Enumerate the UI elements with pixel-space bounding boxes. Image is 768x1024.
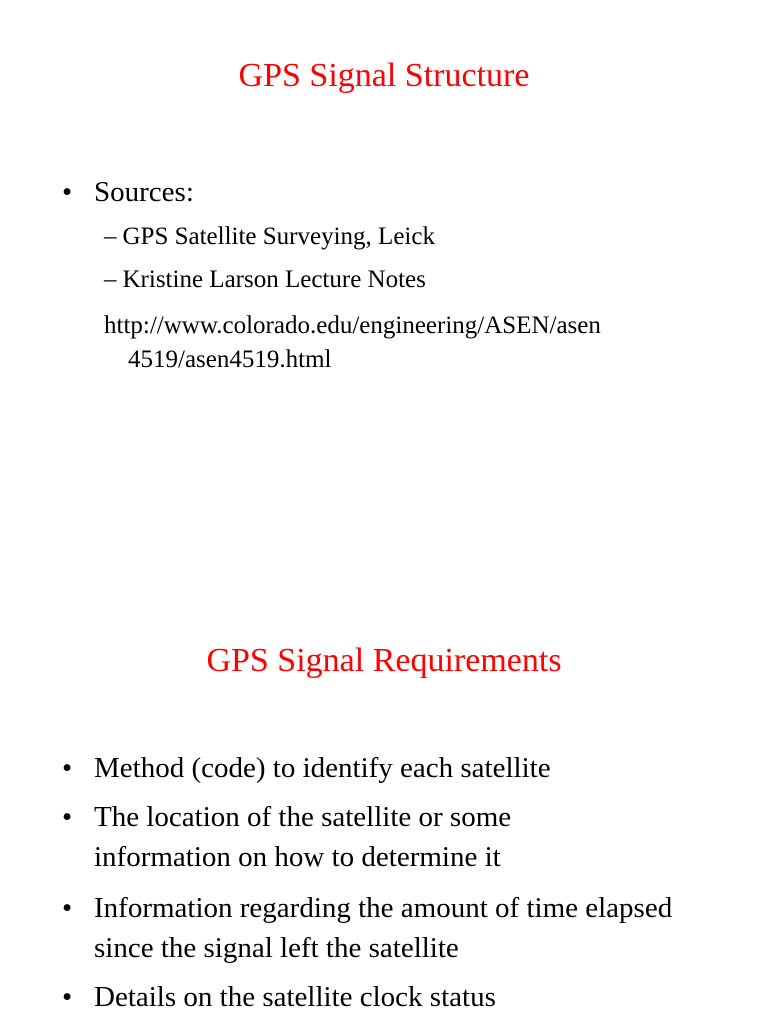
bullet-item <box>62 888 702 968</box>
bullet-dot-icon: • <box>62 752 73 784</box>
bullet-item <box>62 748 742 788</box>
bullet-item <box>62 977 742 1017</box>
slide-title: GPS Signal Structure <box>238 57 530 94</box>
url-line-1: http://www.colorado.edu/engineering/ASEN/asen <box>104 312 601 339</box>
bullet-text: Details on the satellite clock status <box>94 981 496 1013</box>
bullet-text: Method (code) to identify each satellite <box>94 752 551 784</box>
url-line-2: 4519/asen4519.html <box>128 346 332 373</box>
source-url <box>104 309 724 377</box>
sub-item-text: Kristine Larson Lecture Notes <box>122 266 426 293</box>
bullet-dot-icon: • <box>62 801 73 833</box>
bullet-dot-icon: • <box>62 176 73 208</box>
bullet-sources <box>62 172 742 212</box>
dash-icon: – <box>104 266 117 293</box>
bullet-text: Information regarding the amount of time elapsed since the signal left the satellite <box>94 892 673 964</box>
bullet-text: The location of the satellite or some information on how to determine it <box>94 801 512 873</box>
sub-item-leick <box>104 222 435 252</box>
bullet-dot-icon: • <box>62 981 73 1013</box>
bullet-text: Sources: <box>94 176 194 208</box>
slide-gps-signal-requirements <box>0 512 768 1024</box>
bullet-item <box>62 797 622 877</box>
sub-item-larson <box>104 265 426 295</box>
dash-icon: – <box>104 223 117 250</box>
sub-item-text: GPS Satellite Surveying, Leick <box>122 223 435 250</box>
slide-title: GPS Signal Requirements <box>206 642 562 679</box>
bullet-dot-icon: • <box>62 892 73 924</box>
